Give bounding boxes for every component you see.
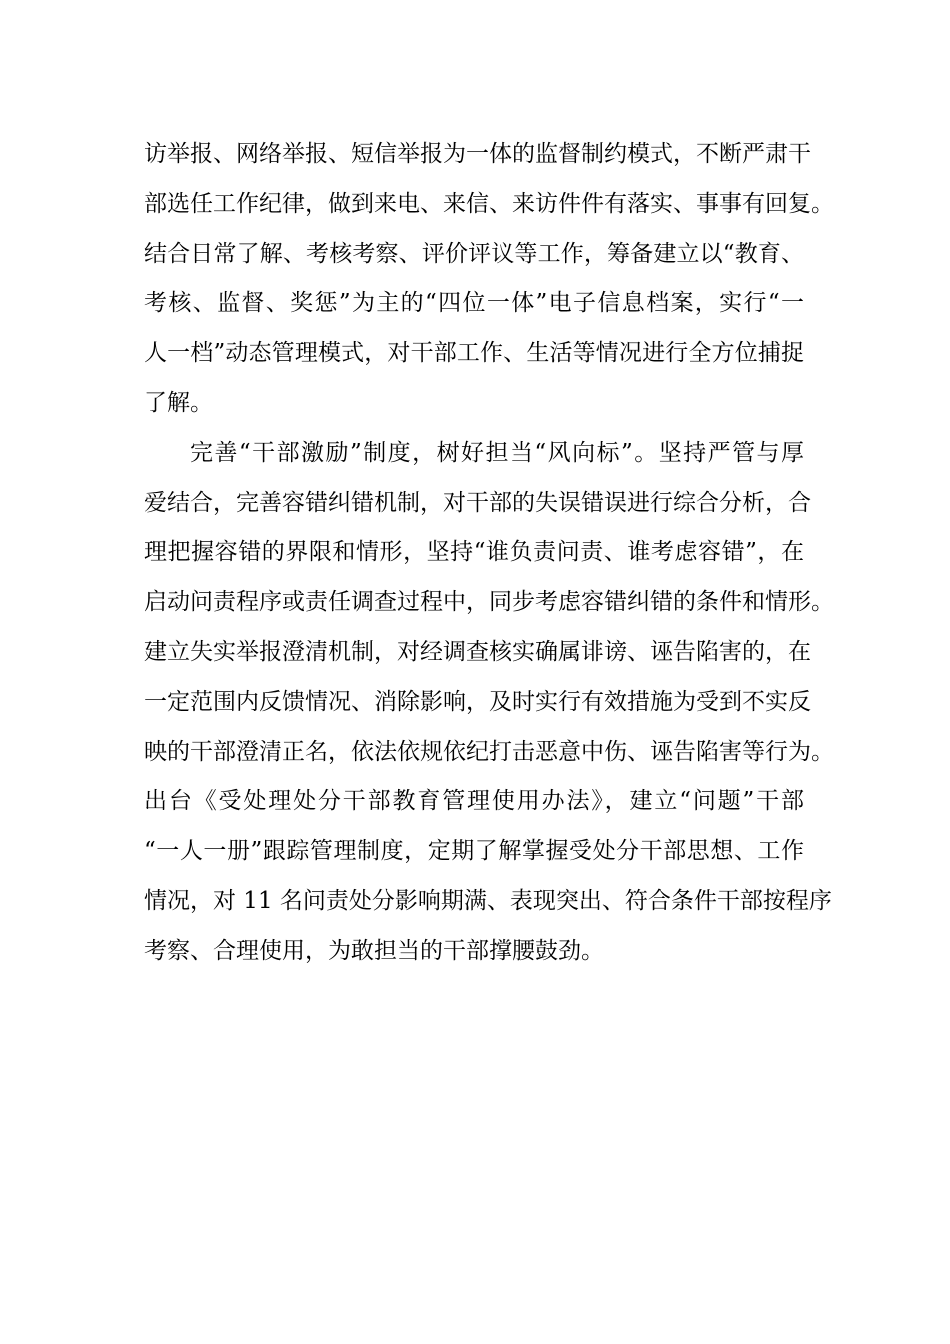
text-line: 映的干部澄清正名，依法依规依纪打击恶意中伤、诬告陷害等行为。	[144, 738, 834, 765]
text-line: 建立失实举报澄清机制，对经调查核实确属诽谤、诬告陷害的，在	[144, 638, 811, 665]
text-line: 访举报、网络举报、短信举报为一体的监督制约模式，不断严肃干	[144, 141, 811, 167]
text-line: 爱结合，完善容错纠错机制，对干部的失误错误进行综合分析，合	[144, 489, 811, 516]
text-line: 结合日常了解、考核考察、评价评议等工作，筹备建立以“教育、	[144, 240, 804, 267]
text-line: “一人一册”跟踪管理制度，定期了解掌握受处分干部思想、工作	[144, 838, 804, 865]
paragraph-1	[144, 130, 834, 429]
text-line: 考察、合理使用，为敢担当的干部撑腰鼓劲。	[144, 937, 604, 964]
text-line: 出台《受处理处分干部教育管理使用办法》，建立“问题”干部	[144, 788, 804, 815]
text-line: 情况，对 11 名问责处分影响期满、表现突出、符合条件干部按程序	[144, 887, 832, 914]
text-line: 一定范围内反馈情况、消除影响，及时实行有效措施为受到不实反	[144, 688, 811, 715]
text-line: 了解。	[144, 389, 213, 416]
paragraph-2	[144, 429, 834, 977]
text-line: 人一档”动态管理模式，对干部工作、生活等情况进行全方位捕捉	[144, 340, 804, 367]
text-line: 理把握容错的界限和情形，坚持“谁负责问责、谁考虑容错”，在	[144, 539, 804, 566]
text-line: 考核、监督、奖惩”为主的“四位一体”电子信息档案，实行“一	[144, 290, 804, 317]
text-line: 完善“干部激励”制度，树好担当“风向标”。坚持严管与厚	[190, 439, 804, 466]
text-line: 启动问责程序或责任调查过程中，同步考虑容错纠错的条件和情形。	[144, 589, 834, 616]
body-text	[144, 130, 834, 977]
text-line: 部选任工作纪律，做到来电、来信、来访件件有落实、事事有回复。	[144, 190, 834, 217]
